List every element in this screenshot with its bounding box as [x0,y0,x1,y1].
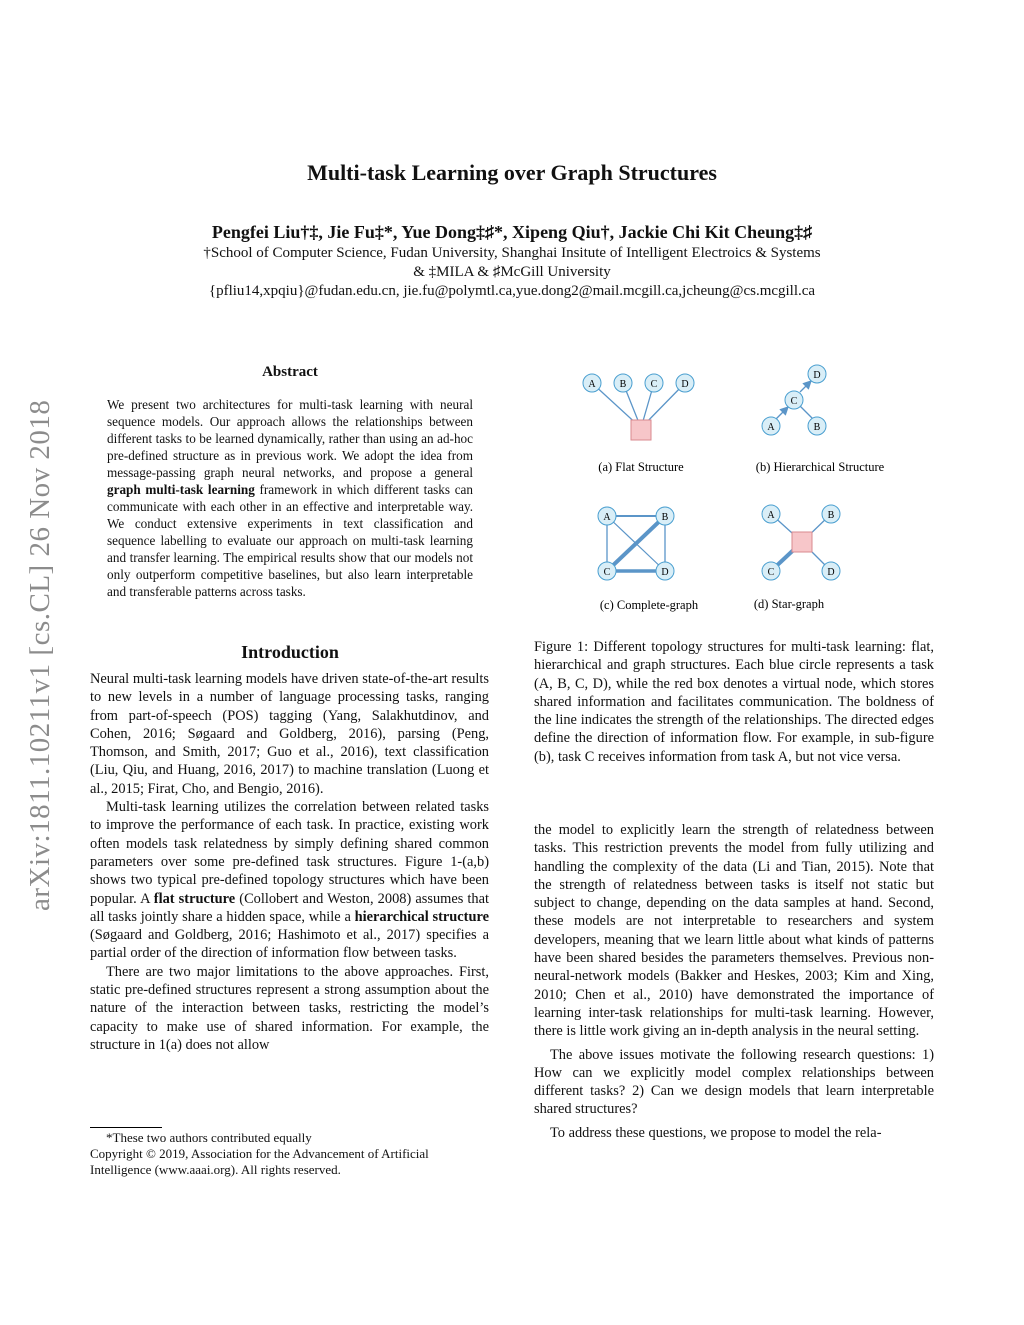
svg-text:A: A [588,379,596,390]
footnote-copyright: Copyright © 2019, Association for the Advancement of Artificial Intelligence (www.aaai.org). All rights reserved. [90,1146,429,1177]
subfigure-a-flat [583,374,694,474]
subfigure-b-label: (b) Hierarchical Structure [755,460,885,474]
abstract-bold-term: graph multi-task learning [107,482,255,497]
author-list: Pengfei Liu†‡, Jie Fu‡*, Yue Dong‡♯*, Xipeng Qiu†, Jackie Chi Kit Cheung‡♯ [211,222,813,242]
virtual-node-box [631,420,651,440]
subfigure-a-label: (a) Flat Structure [598,460,684,474]
footnote-rule [90,1127,162,1128]
author-emails: {pfliu14,xpqiu}@fudan.edu.cn, jie.fu@polymtl.ca,yue.dong2@mail.mcgill.ca,jcheung@cs.mcgill.ca [208,283,816,299]
figure-1-topologies [560,360,910,630]
node-b [822,505,840,523]
svg-text:D: D [661,567,669,578]
abstract-heading: Abstract [262,364,318,380]
node-d [676,374,694,392]
subfigure-c-label: (c) Complete-graph [599,598,699,612]
right-paragraph-1: the model to explicitly learn the strength of relatedness between tasks. This restriction prevents the model from fully utilizing and handling the complexity of the data (Li and Tian, 2015). Note that the strength of relatedness between tasks is itself not static but subject to change, depending on the data samples at hand. Second, these models are not interpretable to researchers and system developers, meaning that we learn little about what kinds of patterns have been shared besides the parameters themselves. Previous non-neural-network models (Bakker and Heskes, 2003; Kim and Xing, 2010; Chen et al., 2010) have demonstrated the importance of learning inter-task relationships for multi-task learning. However, there is little work giving an in-depth analysis in the neural setting. [534,822,934,1040]
introduction-body [90,670,489,1054]
svg-text:D: D [827,567,835,578]
node-c [785,391,803,409]
svg-text:A: A [767,422,775,433]
footnote-equal-contribution: *These two authors contributed equally [106,1130,312,1145]
node-d [822,562,840,580]
subfigure-d-star-graph [754,505,840,611]
right-paragraph-3: To address these questions, we propose to model the rela- [550,1124,882,1141]
node-d [656,562,674,580]
node-c [762,562,780,580]
intro-paragraph-2: Multi-task learning utilizes the correlation between related tasks to improve the performance of each task. In practice, existing work often models task relatedness by simply defining shared common parameters over some pre-defined task structures. Figure 1-(a,b) shows two typical pre-defined topology structures which have been popular. A flat structure (Collobert and Weston, 2008) assumes that all tasks jointly share a hidden space, while a hierarchical structure (Søgaard and Goldberg, 2016; Hashimoto et al., 2017) specifies a partial order of the direction of information flow between tasks. [90,799,490,962]
svg-text:A: A [767,510,775,521]
paper-title: Multi-task Learning over Graph Structures [307,160,717,185]
edge-c-b [800,406,813,419]
node-b [808,417,826,435]
subfigure-b-hierarchical [756,365,885,474]
node-c [598,562,616,580]
subfigure-c-complete-graph [598,507,699,612]
node-a [598,507,616,525]
node-a [762,417,780,435]
footnote [90,1130,490,1178]
node-a [762,505,780,523]
intro-paragraph-3: There are two major limitations to the above approaches. First, static pre-defined structures represent a strong assumption about the nature of the interaction between tasks, restricting the model’s capacity to make use of shared information. For example, the structure in 1(a) does not allow [90,963,489,1053]
svg-text:A: A [603,512,611,523]
subfigure-d-label: (d) Star-graph [753,597,825,611]
svg-text:B: B [827,510,835,521]
arxiv-identifier: arXiv:1811.10211v1 [cs.CL] 26 Nov 2018 [24,399,56,911]
edge-c-to-d [800,381,811,392]
right-column-body [534,821,934,1142]
edge-a-to-c [776,407,788,419]
node-c [645,374,663,392]
figure-1-caption: Figure 1: Different topology structures for multi-task learning: flat, hierarchical and graph structures. Each blue circle represents a task (A, B, C, D), while the red box denotes a virtual node, which stores shared information and facilitates communication. The boldness of the line indicates the strength of the relationships. The directed edges define the direction of information flow. For example, in sub-figure (b), task C receives information from task A, but not vice versa. [534,639,934,765]
virtual-node-box [792,532,812,552]
svg-text:B: B [619,379,627,390]
affiliation-line-2: & ‡MILA & ♯McGill University [413,264,611,280]
node-b [614,374,632,392]
abstract-body: We present two architectures for multi-task learning with neural sequence models. Our approach allows the relationships between different tasks to be learned dynamically, rather than using an ad-hoc pre-defined structure as in previous work. We adopt the idea from message-passing graph neural networks, and propose a general graph multi-task learning framework in which different tasks can communicate with each other in an effective and interpretable way. We conduct extensive experiments in text classification and sequence labelling to evaluate our approach on multi-task learning and transfer learning. The empirical results show that our models not only outperform competitive baselines, but also learn interpretable and transferable patterns across tasks. [107,397,474,599]
svg-text:C: C [767,567,775,578]
svg-text:B: B [661,512,669,523]
svg-text:C: C [603,567,611,578]
svg-text:C: C [650,379,658,390]
svg-text:C: C [790,396,798,407]
node-b [656,507,674,525]
intro-paragraph-1: Neural multi-task learning models have driven state-of-the-art results to new levels in a number of language processing tasks, ranging from part-of-speech (POS) tagging (Yang, Salakhutdinov, and Cohen, 2016; Søgaard and Goldberg, 2016), parsing (Peng, Thomson, and Smith, 2017; Guo et al., 2016), text classification (Liu, Qiu, and Huang, 2016, 2017) to machine translation (Luong et al., 2015; Firat, Cho, and Bengio, 2016). [90,671,489,797]
svg-text:B: B [813,422,821,433]
right-paragraph-2: The above issues motivate the following research questions: 1) How can we explicitly model complex relationships between different tasks? 2) Can we design models that learn interpretable shared structures? [534,1046,934,1118]
node-d [808,365,826,383]
introduction-heading: Introduction [241,642,339,662]
svg-text:D: D [681,379,689,390]
node-a [583,374,601,392]
svg-text:D: D [813,370,821,381]
affiliation-line-1: †School of Computer Science, Fudan University, Shanghai Insitute of Intelligent Electroics & Systems [203,245,821,261]
